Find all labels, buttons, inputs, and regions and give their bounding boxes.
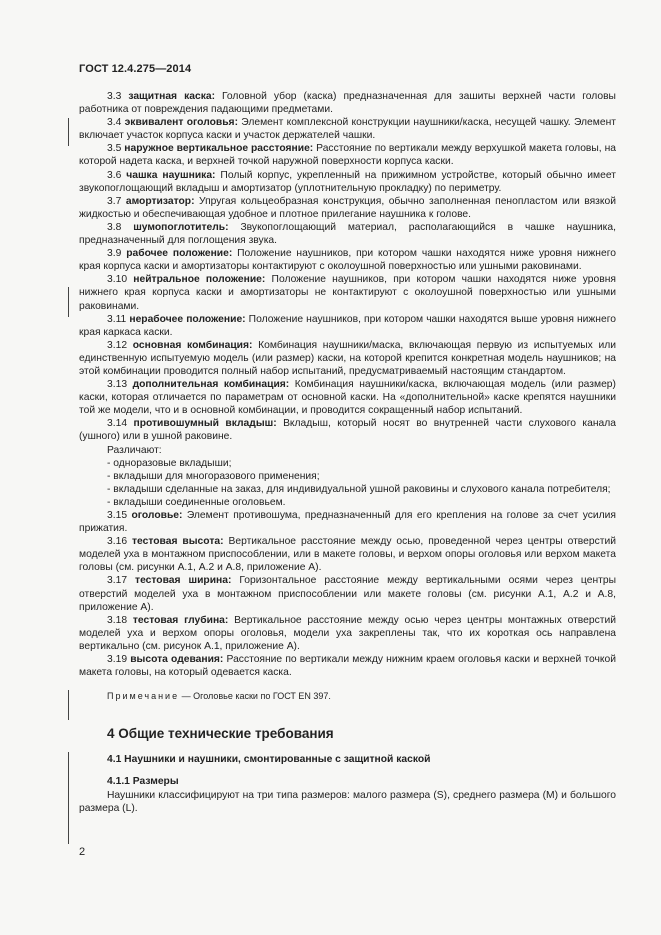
definition-term: дополнительная комбинация:: [132, 379, 290, 391]
definition-text: Головной убор (каска) предназначенная для зашиты верхней части головы работника от повреждения падающими предметами.: [79, 91, 616, 116]
definition-item: [79, 169, 616, 195]
definition-term: чашка наушника:: [126, 169, 216, 181]
definition-text: Вкладыш, который носят во внутренней части слухового канала (ушного) или в ушной раковине.: [79, 418, 616, 443]
definition-text: Звукопоглощающий материал, располагающийся в чашке наушника, предназначенный для поглощения звука.: [79, 221, 616, 247]
definition-number: 3.7: [107, 195, 122, 207]
note-label: Примечание: [107, 691, 180, 702]
definition-term: тестовая высота:: [132, 536, 224, 548]
definition-number: 3.11: [107, 313, 127, 325]
definition-item: [79, 221, 616, 247]
definition-item: [79, 339, 616, 378]
definition-term: основная комбинация:: [132, 339, 253, 351]
definition-text: Горизонтальное расстояние между вертикальными осями через центры отверстий моделей уха в монтажном приспособлении или макете головы (см. рисунки А.1, А.2 и А.8, приложение А).: [79, 575, 616, 613]
definition-item: [79, 195, 616, 221]
list-intro: Различают:: [107, 444, 162, 456]
definition-text: Элемент комплексной конструкции наушники/каска, несущей чашку. Элемент включает участок корпуса каски и участок держателей чашки.: [79, 117, 616, 142]
sizes-paragraph: Наушники классифицируют на три типа размеров: малого размера (S), среднего размера (M) и большого размера (L).: [79, 789, 616, 814]
document-body: [79, 90, 616, 815]
definition-term: нейтральное положение:: [133, 274, 266, 286]
definition-item: [79, 378, 616, 417]
page-number: 2: [79, 846, 86, 858]
note-text: — Оголовье каски по ГОСТ EN 397.: [181, 691, 331, 702]
section-4-title: 4 Общие технические требования: [107, 726, 334, 742]
definition-number: 3.10: [107, 274, 128, 286]
definition-term: рабочее положение:: [126, 248, 233, 260]
subsection-4-1-title: 4.1 Наушники и наушники, смонтированные с защитной каской: [107, 754, 431, 766]
definition-number: 3.14: [107, 418, 128, 430]
definition-term: оголовье:: [131, 510, 183, 521]
definitions-list: [79, 90, 616, 444]
definition-number: 3.18: [107, 614, 128, 626]
definition-term: наружное вертикальное расстояние:: [124, 143, 314, 155]
list-item: - вкладыши соединенные оголовьем.: [107, 496, 286, 508]
definition-term: амортизатор:: [125, 195, 195, 207]
definition-item: [79, 509, 616, 535]
definition-number: 3.3: [107, 91, 122, 102]
definition-number: 3.9: [107, 248, 122, 260]
definition-term: тестовая ширина:: [135, 575, 232, 587]
definition-item: [79, 90, 616, 116]
note: [79, 690, 616, 703]
definition-item: [79, 273, 616, 312]
definition-text: Комбинация наушники/каска, включающая модель (или размер) каски, которая отличается по параметрам от основной каски. На «дополнительной» каске крепятся наушники той же модели, что и в основной комбинации, и проводится сокращенный набор испытаний.: [79, 379, 616, 417]
definition-text: Положение наушников, при котором чашки находятся ниже уровня нижнего края корпуса каски и амортизаторы не контактируют с околоушной поверхностью или ушными раковинами.: [79, 274, 616, 312]
definition-item: [79, 313, 616, 339]
definition-number: 3.19: [107, 654, 128, 666]
definition-term: шумопоглотитель:: [133, 221, 229, 233]
definition-term: тестовая глубина:: [132, 614, 229, 626]
definition-text: Вертикальное расстояние между осью через центры монтажных отверстий моделей уха и верхом опоры оголовья, модели уха закреплены так, что их короткая ось направлена вертикально (см. рисунок А.1, приложение А).: [79, 614, 616, 652]
definition-text: Элемент противошума, предназначенный для его крепления на голове за счет усилия прижатия.: [79, 510, 616, 535]
definition-text: Комбинация наушники/маска, включающая первую из испытуемых или единственную испытуемую модель (или размер) каски, на которой крепится конкретная модель наушников; на этой комбинации проводится полный набор испытаний, предусматриваемый настоящим стандартом.: [79, 339, 617, 377]
definition-term: защитная каска:: [128, 91, 215, 102]
change-bar: [68, 752, 69, 844]
definition-number: 3.8: [107, 221, 122, 233]
definition-number: 3.5: [107, 143, 122, 155]
definition-text: Вертикальное расстояние между осью, проведенной через центры отверстий моделей уха в монтажном приспособлении, или в макете головы, и верхом опоры оголовья или верхом макета головы (см. рисунки А.1, А.2 и А.8, приложение А).: [79, 536, 616, 574]
document-header: ГОСТ 12.4.275—2014: [79, 63, 192, 75]
definition-text: Положение наушников, при котором чашки находятся выше уровня нижнего края каркаса каски.: [79, 313, 616, 338]
subsection-4-1-1-title: 4.1.1 Размеры: [107, 776, 179, 788]
definition-text: Полый корпус, укрепленный на прижимном устройстве, который обычно имеет звукопоглощающий вкладыш и амортизатор (уплотнительную прокладку) по периметру.: [79, 169, 616, 194]
definition-number: 3.13: [107, 379, 128, 391]
change-bar: [68, 118, 69, 146]
change-bar: [68, 690, 69, 720]
definition-item: [79, 614, 616, 653]
change-bar: [68, 287, 69, 317]
definition-item: [79, 653, 616, 679]
definition-number: 3.15: [107, 510, 128, 521]
definition-number: 3.6: [107, 169, 122, 181]
definition-number: 3.4: [107, 117, 122, 129]
definition-text: Упругая кольцеобразная конструкция, обычно заполненная пенопластом или вязкой жидкостью и обеспечивающая удобное и плотное прилегание наушника к голове.: [79, 195, 616, 220]
definition-item: [79, 574, 616, 613]
list-item: - вкладыши для многоразового применения;: [107, 470, 320, 482]
definition-term: высота одевания:: [130, 654, 224, 666]
definitions-list-2: [79, 509, 616, 679]
definition-term: эквивалент оголовья:: [124, 117, 238, 129]
definition-item: [79, 142, 616, 168]
earplug-types-list: [79, 457, 616, 509]
definition-item: [79, 247, 616, 273]
definition-text: Положение наушников, при котором чашки находятся ниже уровня нижнего края корпуса каски и амортизаторы контактируют с околоушной поверхностью или ушными раковинами.: [79, 248, 616, 273]
list-item: - одноразовые вкладыши;: [107, 457, 232, 469]
definition-term: нерабочее положение:: [129, 313, 246, 325]
definition-number: 3.17: [107, 575, 128, 587]
definition-item: [79, 116, 616, 142]
list-item: - вкладыши сделанные на заказ, для индивидуальной ушной раковины и слухового канала потребителя;: [107, 483, 611, 495]
definition-text: Расстояние по вертикали между верхушкой макета головы, на которой надета каска, и верхней точкой наружной поверхности корпуса каски.: [79, 143, 616, 168]
definition-item: [79, 417, 616, 443]
definition-term: противошумный вкладыш:: [133, 418, 277, 430]
definition-item: [79, 535, 616, 574]
definition-number: 3.12: [107, 339, 128, 351]
definition-text: Расстояние по вертикали между нижним краем оголовья каски и верхней точкой макета головы, на который одевается каска.: [79, 654, 616, 679]
definition-number: 3.16: [107, 536, 128, 548]
